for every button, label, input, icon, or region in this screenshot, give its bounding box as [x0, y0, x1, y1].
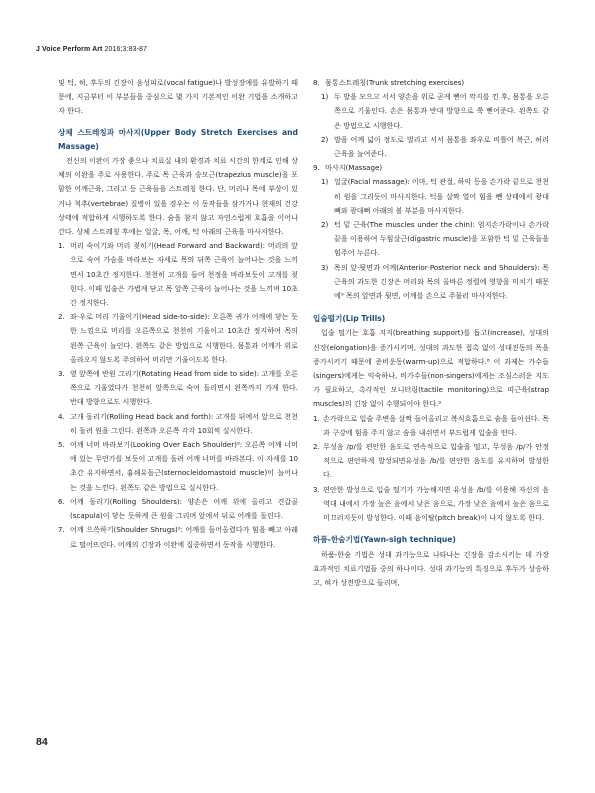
item-number: 1. — [58, 241, 65, 251]
journal-citation — [36, 46, 147, 53]
trunk-sublist — [313, 90, 549, 161]
sub-list-item — [313, 175, 549, 218]
item-number: 9. — [313, 163, 320, 173]
list-item — [58, 239, 298, 310]
item-number: 3) — [321, 262, 329, 272]
item-text: 목의 앞·뒷면과 어깨(Anterior·Posterior neck and Shoulders): 목 근육의 과도한 긴장은 머리와 목의 올바른 정렬에 영향을 미치기 때문에⁹ 목의 앞면과 뒷면, 어깨를 손으로 주물러 마사지한다. — [334, 262, 549, 301]
section-title-stretch: 상체 스트레칭과 마사지(Upper Body Stretch Exercises and Massage) — [58, 127, 298, 151]
stretch-paragraph: 전신의 이완이 가장 좋으나 치료실 내의 환경과 치료 시간의 한계로 인해 상체의 이완을 주로 사용한다. 주로 목 근육과 승모근(trapezius muscle)을 포함한 어깨근육, 그리고 등 근육들을 스트레칭 한다. 단, 머리나 목에 부상이 있거나 척추(vertebrae) 질병이 있을 경우는 이 동작들을 삼가거나 현재의 건강상태에 적합하게 시행하도록 한다. 숨을 참지 않고 자연스럽게 호흡을 이어나간다. 상체 스트레칭 후에는 얼굴, 목, 어깨, 턱 아래의 근육을 마사지한다. — [58, 156, 298, 237]
item-number: 4. — [58, 411, 65, 421]
intro-paragraph: 및 턱, 혀, 후두의 긴장이 음성피로(vocal fatigue)나 발성장애를 유발하기 때문에, 지금부터 이 부분들을 중심으로 몇 가지 기본적인 이완 기법을 소개하고자 한다. — [58, 78, 298, 116]
stretch-list — [58, 239, 298, 551]
section-title-lip-trills: 입술떨기(Lip Trills) — [313, 314, 386, 324]
item-text: 턱 밑 근육(The muscles under the chin): 엄지손가락이나 손가락 끝을 이용하여 두힘살근(digastric muscle)을 포함한 턱 밑 근육들을 힘주어 누른다. — [334, 220, 549, 258]
list-item-massage — [313, 161, 549, 175]
item-number: 8. — [313, 78, 320, 87]
item-text: 어깨 으쓱하기(Shoulder Shrugs)⁹: 어깨를 들어올렸다가 힘을 빼고 아래로 떨어뜨린다. 어깨의 긴장과 이완에 집중하면서 동작을 시행한다. — [70, 525, 298, 549]
item-text: 어깨 너머 바라보기(Looking Over Each Shoulder)⁹: 오른쪽 어깨 너머에 있는 무언가를 보듯이 고개를 돌려 어깨 너머를 바라본다. 이 자세를 10초간 유지하면서, 흉쇄유돌근(sternocleidomastoid muscle)이 늘어나는 것을 느낀다. 왼쪽도 같은 방법으로 실시한다. — [70, 440, 298, 492]
right-column — [313, 76, 549, 590]
page-number: 84 — [36, 736, 48, 748]
item-text: 무성음 /p/를 편안한 음도로 연속적으로 입술을 떨고, 무성음 /p/가 안정적으로 편안하게 발성되면유성음 /b/를 편안한 음도를 유지하며 발성한다. — [323, 442, 549, 480]
list-item — [58, 495, 298, 523]
item-title: 몸통스트레칭(Trunk stretching exercises) — [325, 78, 465, 87]
list-item-trunk — [313, 76, 549, 90]
item-text: 옆 앞쪽에 반원 그리기(Rotating Head from side to side): 고개를 오른쪽으로 기울였다가 천천히 앞쪽으로 숙여 돌리면서 왼쪽까지 가게 한다. 반대 방향으로도 시행한다. — [70, 369, 298, 407]
citation: 2016;3:83-87 — [104, 46, 147, 53]
section-title-yawn-sigh: 하품-한숨기법(Yawn-sigh technique) — [313, 535, 456, 545]
item-number: 2) — [321, 134, 329, 144]
sub-list-item — [313, 133, 549, 161]
item-number: 2. — [58, 312, 65, 322]
list-item — [58, 310, 298, 367]
list-item — [58, 410, 298, 438]
item-text: 발을 어깨 넓이 정도로 벌리고 서서 몸통을 좌우로 비틀어 복근, 허리근육을 늘여준다. — [334, 134, 549, 159]
list-item — [58, 523, 298, 551]
item-number: 3. — [313, 484, 320, 494]
lip-trills-paragraph: 입술 떨기는 호흡 지지(breathing support)를 돕고(increase), 성대의 신장(elongation)을 증가시키며, 성대의 과도한 접촉 없이 성대진동의 폭을 증가시키기 때문에 준비운동(warm-up)으로 적합하다.⁸ 이 과제는 가수들(singers)에게는 익숙하나, 비가수들(non-singers)에게는 조심스러운 지도가 필요하고, 촉각적인 모니터링(tactile monitoring)으로 띠근육(strap muscles)의 긴장 없이 수행되어야 한다.⁹ — [313, 328, 549, 409]
sub-list-item — [313, 218, 549, 261]
item-number: 1) — [321, 92, 329, 102]
list-item — [58, 367, 298, 410]
item-text: 두 발을 모으고 서서 양손을 위로 곧게 뻗어 깍지를 낀 후, 몸통을 오른쪽으로 기울인다. 손은 몸통과 반대 방향으로 쭉 뻗어준다. 왼쪽도 같은 방법으로 시행한다. — [334, 92, 549, 130]
item-text: 편안한 발성으로 입술 떨기가 가능해지면 유성음 /b/를 이용해 자신의 음역대 내에서 가장 높은 음에서 낮은 음으로, 가장 낮은 음에서 높은 음으로 미끄러지듯이 발성한다. 이때 음이탈(pitch break)이 나지 않도록 한다. — [323, 484, 549, 523]
item-text: 얼굴(Facial massage): 이마, 턱 관절, 하악 등을 손가락 끝으로 천천히 원을 그리듯이 마사지한다. 턱을 살짝 열어 힘을 뺀 상태에서 광대뼈와 광대뼈 아래의 볼 부분을 마사지한다. — [334, 177, 549, 215]
list-item — [313, 440, 549, 483]
list-item — [313, 412, 549, 440]
journal-name: J Voice Perform Art — [36, 46, 103, 53]
left-column — [58, 76, 298, 552]
sub-list-item — [313, 90, 549, 133]
item-text: 어깨 돌리기(Rolling Shoulders): 양손은 어깨 위에 올리고 견갑골(scapula)이 닿는 듯하게 큰 원을 그리며 앞에서 뒤로 어깨를 돌린다. — [70, 496, 298, 521]
item-number: 2) — [321, 220, 329, 230]
item-number: 2. — [313, 442, 320, 452]
item-number: 5. — [58, 440, 65, 450]
item-text: 머리 숙이기와 머리 젖히기(Head Forward and Backward): 머리의 앞으로 숙여 가슴을 바라보는 자세로 목의 뒤쪽 근육이 늘어나는 것을 느끼면서 10초간 정지한다. 천천히 고개를 들어 천정을 바라보듯이 고개를 젖힌다. 이때 입술은 가볍게 닫고 목 앞쪽 근육이 늘어나는 것을 느끼며 10초간 정지한다. — [70, 241, 298, 308]
item-number: 6. — [58, 496, 65, 506]
item-title: 마사지(Massage) — [325, 163, 383, 173]
yawn-sigh-paragraph: 하품-한숨 기법은 성대 과기능으로 나타나는 긴장을 감소시키는 데 가장 효과적인 치료기법들 중의 하나이다. 성대 과기능의 특징으로 후두가 상승하고, 혀가 상전방으로 들리며, — [313, 549, 549, 587]
item-text: 좌·우로 머리 기울이기(Head side-to-side): 오른쪽 귀가 어깨에 닿는 듯한 느낌으로 머리를 오른쪽으로 천천히 기울이고 10초간 정지하여 목의 왼쪽 근육이 늘인다. 왼쪽도 같은 방법으로 시행한다. 몸통과 어깨가 위로 올라오지 않도록 주의하여 머리만 기울이도록 한다. — [70, 312, 298, 364]
sub-list-item — [313, 261, 549, 304]
massage-sublist — [313, 175, 549, 303]
item-number: 3. — [58, 369, 65, 379]
item-number: 1. — [313, 413, 320, 423]
list-item — [313, 483, 549, 526]
item-number: 7. — [58, 525, 65, 535]
list-item — [58, 438, 298, 495]
lip-trills-list — [313, 412, 549, 526]
item-text: 손가락으로 입술 주변을 살짝 들어올리고 복식호흡으로 숨을 들이쉰다. 목과 구강에 힘을 주지 않고 숨을 내쉬면서 부드럽게 입술을 떤다. — [323, 413, 549, 437]
item-text: 고개 돌리기(Rolling Head back and forth): 고개를 뒤에서 앞으로 천천히 돌려 원을 그린다. 왼쪽과 오른쪽 각각 10회씩 실시한다. — [70, 411, 298, 435]
item-number: 1) — [321, 177, 329, 187]
